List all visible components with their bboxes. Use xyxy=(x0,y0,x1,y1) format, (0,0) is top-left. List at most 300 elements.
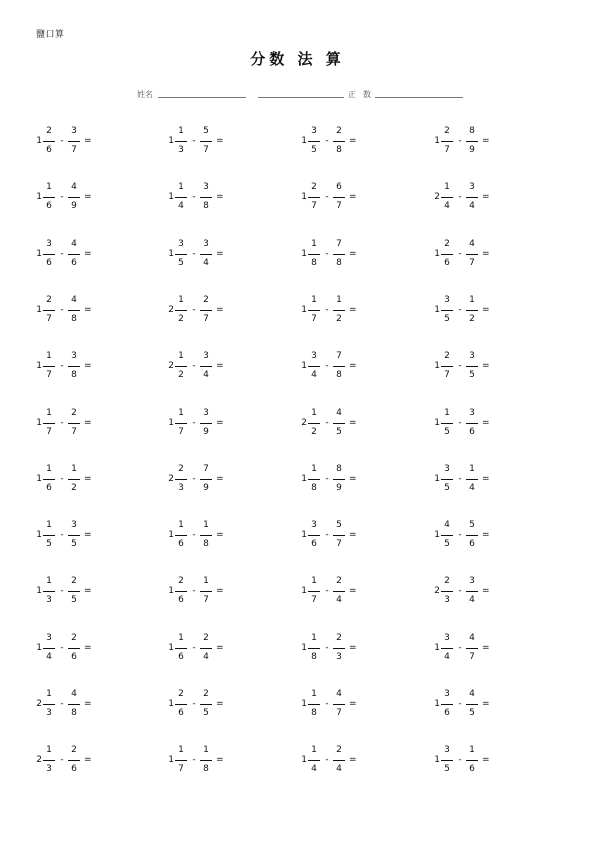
fraction-bar xyxy=(68,141,80,142)
fraction-bar xyxy=(43,591,55,592)
equals-sign: = xyxy=(84,361,92,372)
first-fraction xyxy=(43,235,55,271)
denominator: 7 xyxy=(71,145,77,155)
fraction-bar xyxy=(441,197,453,198)
fraction-bar xyxy=(441,591,453,592)
first-fraction xyxy=(43,460,55,496)
numerator: 2 xyxy=(336,632,342,643)
numerator: 2 xyxy=(71,407,77,418)
fraction-bar xyxy=(333,423,345,424)
denominator: 6 xyxy=(71,764,77,775)
denominator: 4 xyxy=(203,651,209,662)
numerator: 3 xyxy=(444,632,450,643)
second-fraction xyxy=(466,572,478,608)
numerator: 2 xyxy=(444,576,450,587)
minus-sign: - xyxy=(192,586,196,597)
first-fraction xyxy=(175,178,187,214)
denominator: 4 xyxy=(444,201,450,212)
denominator: 5 xyxy=(469,708,475,718)
fraction-bar xyxy=(68,254,80,255)
first-fraction xyxy=(175,460,187,496)
student-info-row xyxy=(0,87,595,101)
subtraction-problem xyxy=(299,235,419,275)
numerator: 2 xyxy=(178,576,184,587)
subtraction-problem xyxy=(432,572,552,612)
numerator: 1 xyxy=(178,632,184,643)
numerator: 1 xyxy=(311,745,317,756)
subtraction-problem xyxy=(34,178,154,218)
second-fraction xyxy=(200,460,212,496)
subtraction-problem xyxy=(166,460,286,500)
minus-sign: - xyxy=(458,642,462,653)
denominator: 4 xyxy=(469,595,475,606)
denominator: 6 xyxy=(71,651,77,662)
fraction-bar xyxy=(441,423,453,424)
equals-sign: = xyxy=(84,248,92,259)
minus-sign: - xyxy=(325,755,329,766)
whole-number: 1 xyxy=(434,530,440,541)
whole-number: 1 xyxy=(434,473,440,484)
whole-number: 2 xyxy=(168,304,174,315)
fraction-bar xyxy=(333,141,345,142)
subtraction-problem xyxy=(432,347,552,387)
subtraction-problem xyxy=(166,178,286,218)
subtraction-problem xyxy=(166,347,286,387)
numerator: 1 xyxy=(203,576,209,587)
numerator: 1 xyxy=(178,407,184,418)
equals-sign: = xyxy=(482,473,490,484)
minus-sign: - xyxy=(192,755,196,766)
denominator: 6 xyxy=(469,539,475,550)
denominator: 7 xyxy=(469,651,475,662)
denominator: 8 xyxy=(71,313,77,324)
denominator: 7 xyxy=(46,313,52,324)
second-fraction xyxy=(200,516,212,552)
first-fraction xyxy=(175,516,187,552)
denominator: 9 xyxy=(469,145,475,155)
numerator: 2 xyxy=(444,238,450,249)
numerator: 3 xyxy=(203,351,209,362)
equals-sign: = xyxy=(482,192,490,203)
second-fraction xyxy=(68,460,80,496)
numerator: 1 xyxy=(311,294,317,305)
minus-sign: - xyxy=(60,699,64,709)
whole-number: 1 xyxy=(301,136,307,146)
whole-number: 1 xyxy=(301,473,307,484)
equals-sign: = xyxy=(482,699,490,709)
first-fraction xyxy=(43,122,55,158)
minus-sign: - xyxy=(60,192,64,203)
numerator: 1 xyxy=(311,238,317,249)
whole-number: 1 xyxy=(301,248,307,259)
whole-number: 1 xyxy=(36,136,42,146)
equals-sign: = xyxy=(349,192,357,203)
fraction-bar xyxy=(43,366,55,367)
equals-sign: = xyxy=(349,755,357,766)
numerator: 1 xyxy=(469,463,475,474)
second-fraction xyxy=(333,572,345,608)
second-fraction xyxy=(466,741,478,777)
numerator: 3 xyxy=(71,351,77,362)
fraction-bar xyxy=(466,535,478,536)
minus-sign: - xyxy=(458,248,462,259)
first-fraction xyxy=(308,516,320,552)
fraction-bar xyxy=(466,423,478,424)
equals-sign: = xyxy=(216,473,224,484)
whole-number: 1 xyxy=(434,417,440,428)
numerator: 2 xyxy=(178,689,184,699)
denominator: 8 xyxy=(71,708,77,718)
first-fraction xyxy=(43,404,55,440)
equals-sign: = xyxy=(84,192,92,203)
denominator: 7 xyxy=(71,426,77,437)
whole-number: 1 xyxy=(36,642,42,653)
second-fraction xyxy=(466,178,478,214)
equals-sign: = xyxy=(482,304,490,315)
name-field-line[interactable] xyxy=(158,97,246,98)
fraction-bar xyxy=(308,197,320,198)
fraction-bar xyxy=(43,254,55,255)
second-fraction xyxy=(466,122,478,158)
first-fraction xyxy=(43,629,55,665)
equals-sign: = xyxy=(349,248,357,259)
first-fraction xyxy=(175,572,187,608)
denominator: 4 xyxy=(203,370,209,381)
numerator: 4 xyxy=(469,238,475,249)
equals-sign: = xyxy=(216,248,224,259)
numerator: 2 xyxy=(46,126,52,136)
numerator: 3 xyxy=(46,632,52,643)
first-fraction xyxy=(175,291,187,327)
minus-sign: - xyxy=(458,473,462,484)
whole-number: 2 xyxy=(36,699,42,709)
denominator: 6 xyxy=(469,426,475,437)
numerator: 3 xyxy=(469,182,475,193)
numerator: 1 xyxy=(336,294,342,305)
denominator: 8 xyxy=(203,764,209,775)
whole-number: 1 xyxy=(301,530,307,541)
denominator: 6 xyxy=(178,539,184,550)
minus-sign: - xyxy=(60,473,64,484)
equals-sign: = xyxy=(216,755,224,766)
fraction-bar xyxy=(308,141,320,142)
fraction-bar xyxy=(175,310,187,311)
second-fraction xyxy=(200,629,212,665)
fraction-bar xyxy=(333,366,345,367)
denominator: 6 xyxy=(178,651,184,662)
fraction-bar xyxy=(466,648,478,649)
second-fraction xyxy=(200,404,212,440)
first-fraction xyxy=(441,629,453,665)
fraction-bar xyxy=(43,704,55,705)
fraction-bar xyxy=(68,704,80,705)
second-fraction xyxy=(466,629,478,665)
whole-number: 1 xyxy=(36,530,42,541)
numerator: 1 xyxy=(46,407,52,418)
denominator: 9 xyxy=(203,426,209,437)
equals-sign: = xyxy=(216,192,224,203)
whole-number: 1 xyxy=(301,642,307,653)
whole-number: 1 xyxy=(36,586,42,597)
subtraction-problem xyxy=(166,516,286,556)
numerator: 3 xyxy=(444,689,450,699)
denominator: 7 xyxy=(203,595,209,606)
numerator: 1 xyxy=(311,407,317,418)
whole-number: 1 xyxy=(434,642,440,653)
minus-sign: - xyxy=(60,755,64,766)
numerator: 1 xyxy=(311,463,317,474)
minus-sign: - xyxy=(458,586,462,597)
fraction-bar xyxy=(308,648,320,649)
second-fraction xyxy=(68,235,80,271)
first-fraction xyxy=(308,629,320,665)
numerator: 1 xyxy=(46,576,52,587)
numerator: 2 xyxy=(336,126,342,136)
fraction-bar xyxy=(333,535,345,536)
whole-number: 1 xyxy=(434,755,440,766)
denominator: 8 xyxy=(203,539,209,550)
numerator: 1 xyxy=(46,745,52,756)
second-fraction xyxy=(333,178,345,214)
second-fraction xyxy=(333,235,345,271)
fraction-bar xyxy=(333,310,345,311)
numerator: 2 xyxy=(46,294,52,305)
whole-number: 1 xyxy=(36,304,42,315)
first-fraction xyxy=(43,178,55,214)
denominator: 7 xyxy=(178,426,184,437)
numerator: 1 xyxy=(469,745,475,756)
denominator: 3 xyxy=(46,708,52,718)
minus-sign: - xyxy=(458,304,462,315)
minus-sign: - xyxy=(60,136,64,146)
fraction-bar xyxy=(200,591,212,592)
denominator: 5 xyxy=(444,764,450,775)
denominator: 7 xyxy=(203,313,209,324)
numerator: 3 xyxy=(311,520,317,531)
equals-sign: = xyxy=(349,642,357,653)
numerator: 1 xyxy=(203,745,209,756)
first-fraction xyxy=(175,235,187,271)
fraction-bar xyxy=(308,760,320,761)
subtraction-problem xyxy=(34,516,154,556)
denominator: 5 xyxy=(46,539,52,550)
equals-sign: = xyxy=(349,361,357,372)
fraction-bar xyxy=(43,479,55,480)
numerator: 3 xyxy=(469,576,475,587)
fraction-bar xyxy=(175,197,187,198)
denominator: 8 xyxy=(336,370,342,381)
numerator: 2 xyxy=(203,632,209,643)
whole-number: 1 xyxy=(301,699,307,709)
fraction-bar xyxy=(43,423,55,424)
fraction-bar xyxy=(200,310,212,311)
subtraction-problem xyxy=(34,404,154,444)
denominator: 9 xyxy=(71,201,77,212)
subtraction-problem xyxy=(299,404,419,444)
denominator: 5 xyxy=(71,595,77,606)
denominator: 3 xyxy=(444,595,450,606)
denominator: 7 xyxy=(178,764,184,775)
first-fraction xyxy=(441,516,453,552)
fraction-bar xyxy=(200,648,212,649)
fraction-bar xyxy=(308,591,320,592)
numerator: 4 xyxy=(71,294,77,305)
minus-sign: - xyxy=(60,361,64,372)
subtraction-problem xyxy=(299,460,419,500)
subtraction-problem xyxy=(299,347,419,387)
equals-sign: = xyxy=(216,304,224,315)
equals-sign: = xyxy=(84,755,92,766)
denominator: 6 xyxy=(469,764,475,775)
fraction-bar xyxy=(175,704,187,705)
equals-sign: = xyxy=(349,530,357,541)
whole-number: 1 xyxy=(168,136,174,146)
numerator: 1 xyxy=(178,294,184,305)
fraction-bar xyxy=(308,366,320,367)
denominator: 4 xyxy=(336,764,342,775)
minus-sign: - xyxy=(192,304,196,315)
denominator: 9 xyxy=(336,482,342,493)
denominator: 8 xyxy=(311,708,317,718)
first-fraction xyxy=(441,235,453,271)
numerator: 4 xyxy=(336,689,342,699)
second-fraction xyxy=(200,685,212,721)
denominator: 2 xyxy=(178,313,184,324)
second-fraction xyxy=(333,516,345,552)
fraction-bar xyxy=(175,591,187,592)
minus-sign: - xyxy=(458,699,462,709)
numerator: 1 xyxy=(444,407,450,418)
subtraction-problem xyxy=(432,404,552,444)
subtraction-problem xyxy=(166,629,286,669)
correct-count-field-line[interactable] xyxy=(375,97,463,98)
fraction-bar xyxy=(200,423,212,424)
denominator: 5 xyxy=(444,539,450,550)
blank-field-line[interactable] xyxy=(258,97,344,98)
minus-sign: - xyxy=(458,192,462,203)
denominator: 8 xyxy=(203,201,209,212)
fraction-bar xyxy=(200,254,212,255)
numerator: 2 xyxy=(444,351,450,362)
numerator: 2 xyxy=(178,463,184,474)
second-fraction xyxy=(333,460,345,496)
subtraction-problem xyxy=(432,122,552,162)
minus-sign: - xyxy=(60,586,64,597)
fraction-bar xyxy=(441,535,453,536)
whole-number: 1 xyxy=(434,699,440,709)
numerator: 4 xyxy=(336,407,342,418)
fraction-bar xyxy=(308,310,320,311)
equals-sign: = xyxy=(349,586,357,597)
subtraction-problem xyxy=(166,685,286,725)
equals-sign: = xyxy=(482,642,490,653)
numerator: 1 xyxy=(178,520,184,531)
equals-sign: = xyxy=(84,304,92,315)
whole-number: 1 xyxy=(168,586,174,597)
second-fraction xyxy=(200,741,212,777)
fraction-bar xyxy=(175,760,187,761)
denominator: 3 xyxy=(178,145,184,155)
first-fraction xyxy=(175,122,187,158)
numerator: 3 xyxy=(469,351,475,362)
equals-sign: = xyxy=(216,642,224,653)
fraction-bar xyxy=(43,141,55,142)
subtraction-problem xyxy=(166,235,286,275)
fraction-bar xyxy=(466,479,478,480)
whole-number: 1 xyxy=(434,361,440,372)
second-fraction xyxy=(333,291,345,327)
fraction-bar xyxy=(68,535,80,536)
second-fraction xyxy=(200,347,212,383)
denominator: 5 xyxy=(444,482,450,493)
fraction-bar xyxy=(68,310,80,311)
fraction-bar xyxy=(441,479,453,480)
second-fraction xyxy=(68,122,80,158)
subtraction-problem xyxy=(34,629,154,669)
equals-sign: = xyxy=(482,361,490,372)
numerator: 4 xyxy=(469,689,475,699)
denominator: 7 xyxy=(311,201,317,212)
whole-number: 2 xyxy=(434,586,440,597)
denominator: 4 xyxy=(311,370,317,381)
fraction-bar xyxy=(466,310,478,311)
second-fraction xyxy=(68,741,80,777)
subtraction-problem xyxy=(432,629,552,669)
denominator: 6 xyxy=(71,257,77,268)
subtraction-problem xyxy=(432,741,552,781)
subtraction-problem xyxy=(166,291,286,331)
first-fraction xyxy=(175,347,187,383)
second-fraction xyxy=(68,347,80,383)
denominator: 8 xyxy=(336,145,342,155)
first-fraction xyxy=(441,460,453,496)
numerator: 4 xyxy=(71,689,77,699)
correct-label: 正 xyxy=(348,90,356,99)
numerator: 3 xyxy=(444,294,450,305)
second-fraction xyxy=(68,291,80,327)
whole-number: 2 xyxy=(36,755,42,766)
whole-number: 1 xyxy=(168,642,174,653)
numerator: 3 xyxy=(46,238,52,249)
whole-number: 1 xyxy=(301,755,307,766)
whole-number: 1 xyxy=(168,192,174,203)
denominator: 8 xyxy=(311,482,317,493)
whole-number: 1 xyxy=(36,192,42,203)
fraction-bar xyxy=(43,760,55,761)
numerator: 6 xyxy=(336,182,342,193)
fraction-bar xyxy=(68,197,80,198)
numerator: 3 xyxy=(203,238,209,249)
numerator: 4 xyxy=(469,632,475,643)
fraction-bar xyxy=(441,704,453,705)
subtraction-problem xyxy=(166,741,286,781)
first-fraction xyxy=(308,291,320,327)
second-fraction xyxy=(333,685,345,721)
second-fraction xyxy=(200,122,212,158)
equals-sign: = xyxy=(349,304,357,315)
numerator: 4 xyxy=(71,182,77,193)
first-fraction xyxy=(441,572,453,608)
whole-number: 1 xyxy=(168,530,174,541)
second-fraction xyxy=(200,235,212,271)
denominator: 7 xyxy=(311,595,317,606)
fraction-bar xyxy=(333,197,345,198)
denominator: 5 xyxy=(336,426,342,437)
minus-sign: - xyxy=(192,699,196,709)
first-fraction xyxy=(43,572,55,608)
minus-sign: - xyxy=(325,248,329,259)
first-fraction xyxy=(308,404,320,440)
